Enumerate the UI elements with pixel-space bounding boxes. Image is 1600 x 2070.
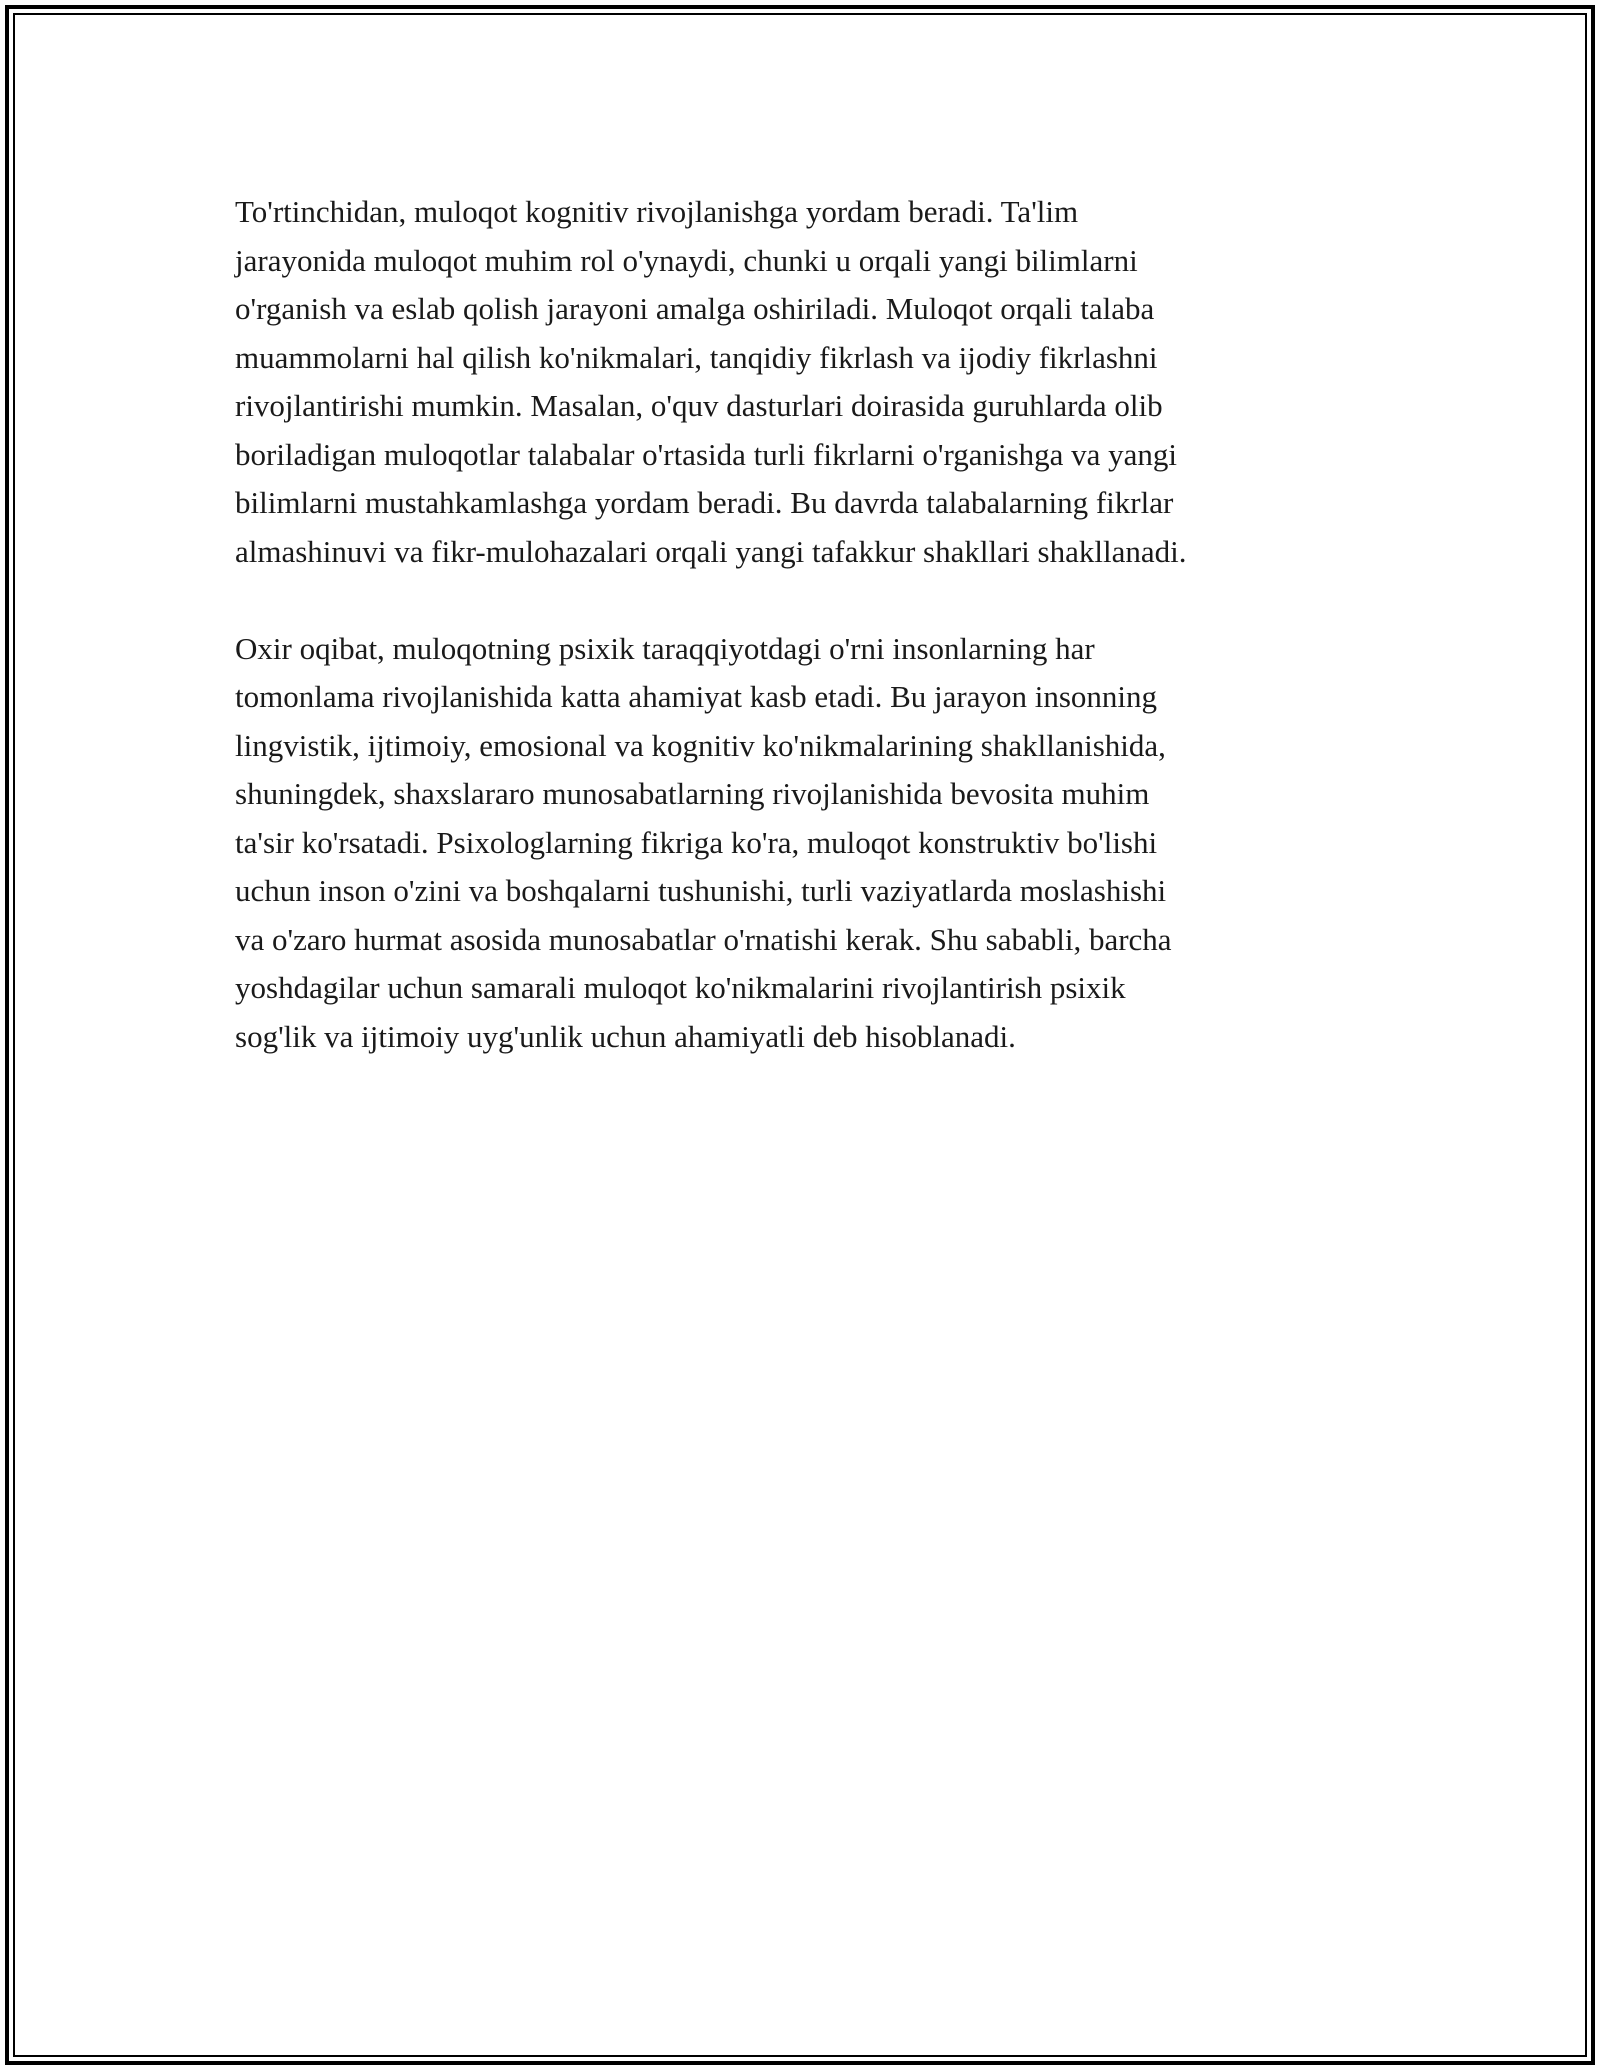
paragraph-cognitive-development: To'rtinchidan, muloqot kognitiv rivojlanishga yordam beradi. Ta'lim jarayonida muloqot muhim rol o'ynaydi, chunki u orqali yangi bilimlarni o'rganish va eslab qolish jarayoni amalga oshiriladi. Muloqot orqali talaba muammolarni hal qilish ko'nikmalari, tanqidiy fikrlash va ijodiy fikrlashni rivojlantirishi mumkin. Masalan, o'quv dasturlari doirasida guruhlarda olib boriladigan muloqotlar talabalar o'rtasida turli fikrlarni o'rganishga va yangi bilimlarni mustahkamlashga yordam beradi. Bu davrda talabalarning fikrlar almashinuvi va fikr-mulohazalari orqali yangi tafakkur shakllari shakllanadi. bbox=[235, 194, 1187, 569]
document-body bbox=[235, 188, 1395, 1110]
paragraph-conclusion: Oxir oqibat, muloqotning psixik taraqqiyotdagi o'rni insonlarning har tomonlama rivojlanishida katta ahamiyat kasb etadi. Bu jarayon insonning lingvistik, ijtimoiy, emosional va kognitiv ko'nikmalarining shakllanishida, shuningdek, shaxslararo munosabatlarning rivojlanishida bevosita muhim ta'sir ko'rsatadi. Psixologlarning fikriga ko'ra, muloqot konstruktiv bo'lishi uchun inson o'zini va boshqalarni tushunishi, turli vaziyatlarda moslashishi va o'zaro hurmat asosida munosabatlar o'rnatishi kerak. Shu sababli, barcha yoshdagilar uchun samarali muloqot ko'nikmalarini rivojlantirish psixik sog'lik va ijtimoiy uyg'unlik uchun ahamiyatli deb hisoblanadi. bbox=[235, 630, 1172, 1054]
